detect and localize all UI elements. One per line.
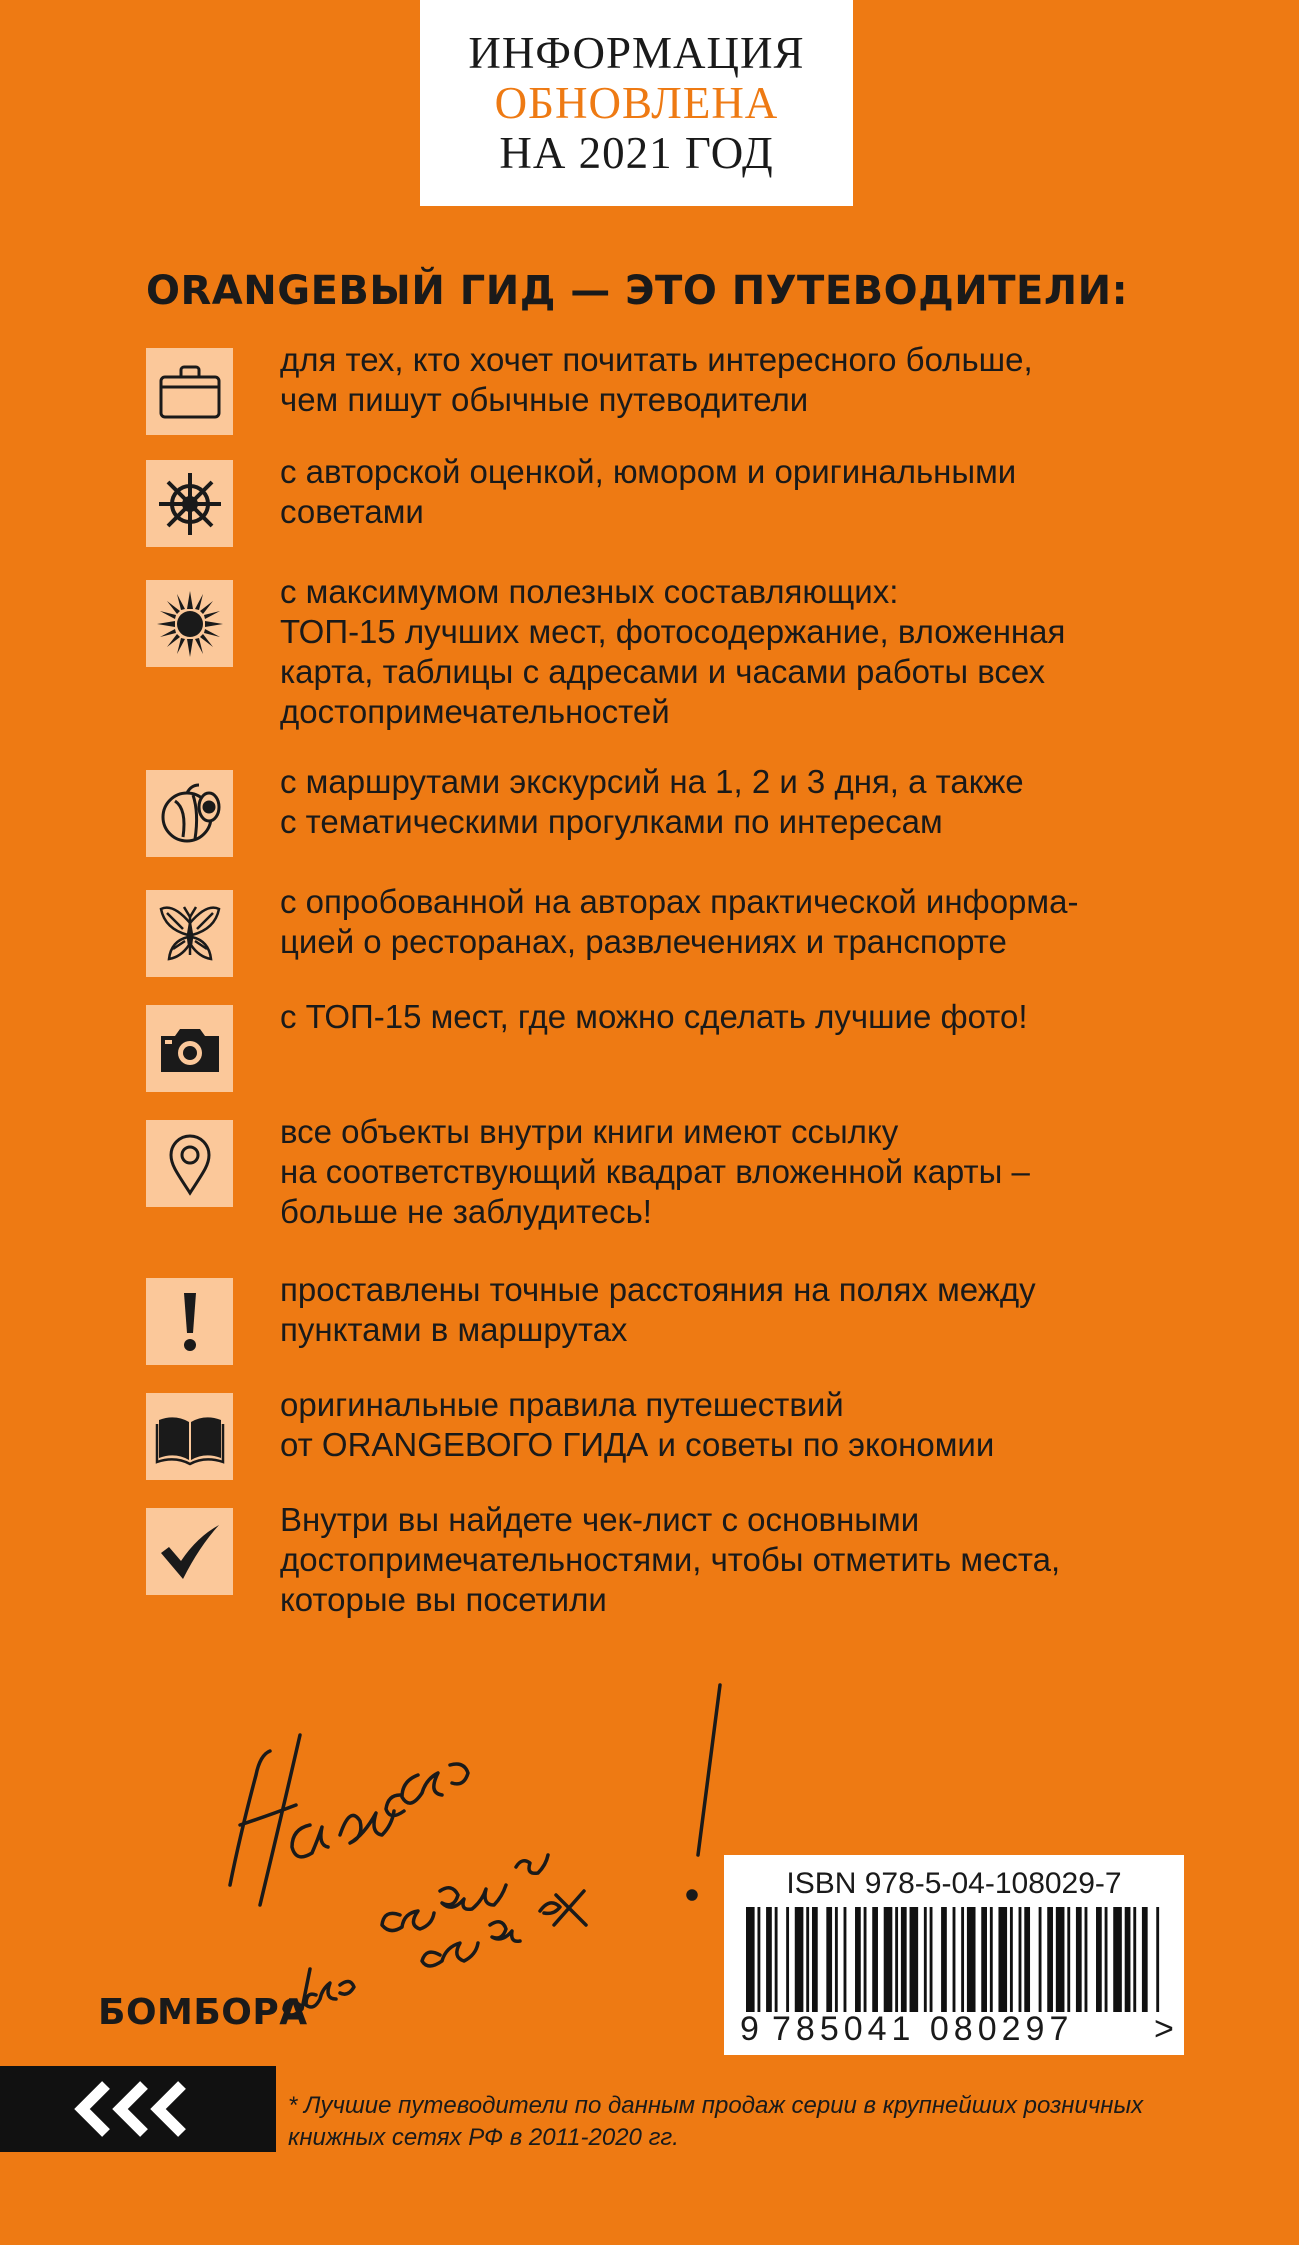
feature-text: проставлены точные расстояния на полях между пунктами в маршрутах (280, 1271, 1036, 1348)
camera-icon (146, 1005, 233, 1092)
barcode (746, 1907, 1162, 2012)
ship-wheel-icon (146, 460, 233, 547)
section-heading: ORANGEВЫЙ ГИД — ЭТО ПУТЕВОДИТЕЛИ: (146, 268, 1129, 314)
barcode-bar (924, 1907, 927, 2012)
series-logo (0, 2066, 276, 2152)
barcode-bar (1113, 1907, 1122, 2012)
isbn-label: ISBN 978-5-04-108029-7 (786, 1867, 1122, 1900)
barcode-bar (1085, 1907, 1088, 2012)
isbn-digits-rest: 785041 080297 (772, 2010, 1074, 2048)
barcode-bar (901, 1907, 907, 2012)
triple-chevron-left-icon (68, 2079, 208, 2139)
handwritten-slogan-signature (200, 1655, 780, 2035)
barcode-bar (1047, 1907, 1053, 2012)
barcode-bar (746, 1907, 755, 2012)
barcode-bar (1133, 1907, 1136, 2012)
info-line-1: ИНФОРМАЦИЯ (468, 28, 805, 78)
barcode-bar (895, 1907, 898, 2012)
barcode-bar (1039, 1907, 1042, 2012)
feature-text: с маршрутами экскурсий на 1, 2 и 3 дня, а также с тематическими прогулками по интересам (280, 763, 1024, 840)
barcode-bar (812, 1907, 818, 2012)
feature-text: оригинальные правила путешествий от ORANGEВОГО ГИДА и советы по экономии (280, 1386, 995, 1463)
barcode-bar (826, 1907, 832, 2012)
feature-text: с максимумом полезных составляющих: ТОП-15 лучших мест, фотосодержание, вложенная карта, таблицы с адресами и часами работы всех достопримечательностей (280, 573, 1066, 730)
suitcase-icon (146, 348, 233, 435)
barcode-bar (953, 1907, 956, 2012)
barcode-bar (930, 1907, 933, 2012)
barcode-bar (775, 1907, 778, 2012)
barcode-bar (910, 1907, 919, 2012)
barcode-bar (1019, 1907, 1022, 2012)
barcode-bar (872, 1907, 878, 2012)
barcode-bar (884, 1907, 893, 2012)
barcode-bar (981, 1907, 987, 2012)
barcode-bar (1076, 1907, 1082, 2012)
open-book-icon (146, 1393, 233, 1480)
barcode-bar (1105, 1907, 1108, 2012)
barcode-bar (1056, 1907, 1065, 2012)
barcode-bar (864, 1907, 867, 2012)
feature-text: Внутри вы найдете чек-лист с основными достопримечательностями, чтобы отметить места, которые вы посетили (280, 1501, 1061, 1618)
sun-icon (146, 580, 233, 667)
barcode-bar (795, 1907, 804, 2012)
barcode-bar (941, 1907, 947, 2012)
barcode-bar (766, 1907, 772, 2012)
map-pin-icon (146, 1120, 233, 1207)
barcode-bar (1096, 1907, 1102, 2012)
fruit-icon (146, 770, 233, 857)
feature-text: с авторской оценкой, юмором и оригинальными советами (280, 453, 1017, 530)
info-line-2: ОБНОВЛЕНА (494, 78, 779, 128)
barcode-bar (961, 1907, 964, 2012)
barcode-bar (1024, 1907, 1030, 2012)
barcode-bar (1142, 1907, 1148, 2012)
publisher-logo: БОМБОРА (98, 1992, 308, 2033)
barcode-bar (835, 1907, 838, 2012)
barcode-bar (786, 1907, 789, 2012)
barcode-bar (806, 1907, 809, 2012)
info-line-3: НА 2021 ГОД (499, 128, 774, 178)
feature-text: с ТОП-15 мест, где можно сделать лучшие фото! (280, 998, 1028, 1035)
isbn-tail: > (1154, 2010, 1176, 2048)
barcode-bar (757, 1907, 760, 2012)
exclamation-icon (146, 1278, 233, 1365)
barcode-bar (1010, 1907, 1013, 2012)
barcode-bar (1156, 1907, 1159, 2012)
barcode-bar (998, 1907, 1007, 2012)
feature-text: с опробованной на авторах практической информа- цией о ресторанах, развлечениях и транспорте (280, 883, 1079, 960)
barcode-bar (844, 1907, 847, 2012)
feature-text: все объекты внутри книги имеют ссылку на соответствующий квадрат вложенной карты – больше не заблудитесь! (280, 1113, 1030, 1230)
isbn-barcode-box (724, 1855, 1184, 2055)
isbn-digit-first: 9 (740, 2010, 761, 2048)
checkmark-icon (146, 1508, 233, 1595)
footnote: * Лучшие путеводители по данным продаж серии в крупнейших розничных книжных сетях РФ в 2011-2020 гг. (288, 2092, 1144, 2151)
barcode-bar (1067, 1907, 1070, 2012)
barcode-bar (1125, 1907, 1131, 2012)
update-info-box (420, 0, 853, 206)
barcode-bar (855, 1907, 861, 2012)
feature-text: для тех, кто хочет почитать интересного больше, чем пишут обычные путеводители (280, 341, 1033, 418)
butterfly-icon (146, 890, 233, 977)
barcode-bar (967, 1907, 976, 2012)
barcode-bar (990, 1907, 993, 2012)
